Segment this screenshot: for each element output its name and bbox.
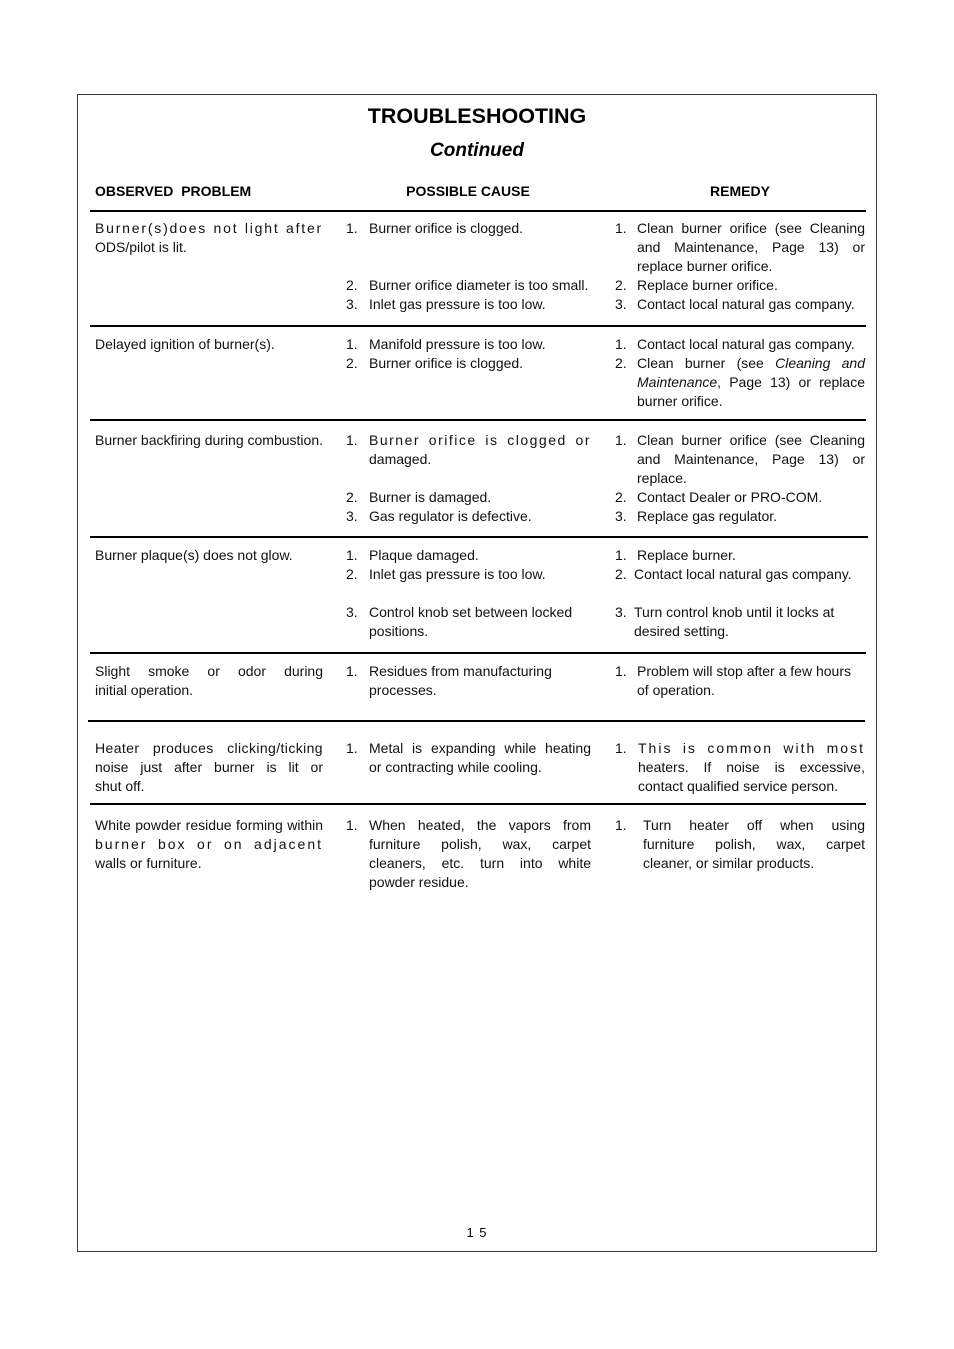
cause-number: 3. — [346, 604, 358, 620]
remedy-line-text: Replace gas regulator. — [637, 508, 778, 524]
remedy-line-text: furniture polish, wax, carpet — [643, 836, 865, 852]
page-number: 1 5 — [466, 1225, 488, 1240]
remedy-line — [637, 431, 865, 450]
remedy-line-text: cleaner, or similar products. — [643, 855, 815, 871]
remedy-line — [637, 295, 865, 314]
cause-line-text: Metal is expanding while heating — [369, 740, 591, 756]
remedy-line — [637, 392, 865, 411]
cause-line-text: Inlet gas pressure is too low. — [369, 566, 546, 582]
problem-line-text: noise just after burner is lit or — [95, 759, 323, 775]
cause-line-text: Residues from manufacturing — [369, 663, 552, 679]
cause-line-text: Manifold pressure is too low. — [369, 336, 546, 352]
remedy-line-text: and Maintenance, Page 13) or — [637, 451, 865, 467]
problem-line — [95, 681, 323, 700]
cause-line-text: processes. — [369, 682, 437, 698]
remedy-line — [637, 507, 865, 526]
cause-number: 1. — [346, 663, 358, 679]
remedy-line — [638, 739, 865, 758]
remedy-number: 3. — [615, 508, 627, 524]
remedy-line — [634, 565, 865, 584]
remedy-line-text: Turn control knob until it locks at — [634, 604, 835, 620]
cause-line — [369, 739, 591, 758]
remedy-number: 1. — [615, 336, 627, 352]
cause-line-text: Burner orifice is clogged or — [369, 432, 591, 448]
row-divider — [90, 536, 868, 538]
problem-line — [95, 854, 323, 873]
row-divider — [88, 720, 865, 722]
remedy-line-text: and Maintenance, Page 13) or — [637, 239, 865, 255]
problem-line-text: Burner backfiring during combustion. — [95, 432, 324, 448]
remedy-line — [637, 219, 865, 238]
cause-line — [369, 507, 591, 526]
text-segment: , Page 13) or replace — [717, 374, 865, 390]
cause-line — [369, 565, 591, 584]
remedy-line — [637, 238, 865, 257]
cause-line — [369, 450, 591, 469]
cause-number: 1. — [346, 740, 358, 756]
cause-line — [369, 816, 591, 835]
problem-line — [95, 238, 323, 257]
cause-line — [369, 681, 591, 700]
emphasis-text: Cleaning and — [775, 355, 866, 371]
header-divider — [90, 210, 866, 212]
cause-line-text: Burner orifice is clogged. — [369, 355, 524, 371]
remedy-line-text: This is common with most — [638, 740, 865, 756]
problem-line-text: Heater produces clicking/ticking — [95, 740, 323, 756]
remedy-line-text: Replace burner. — [637, 547, 736, 563]
remedy-line — [643, 816, 865, 835]
remedy-line — [637, 546, 865, 565]
page-subtitle: Continued — [430, 140, 524, 161]
remedy-line — [637, 681, 865, 700]
cause-line-text: positions. — [369, 623, 429, 639]
cause-line — [369, 431, 591, 450]
remedy-line-text: heaters. If noise is excessive, — [638, 759, 865, 775]
remedy-number: 3. — [615, 296, 627, 312]
column-header-possible-cause: POSSIBLE CAUSE — [406, 183, 530, 199]
cause-number: 1. — [346, 547, 358, 563]
remedy-line — [637, 276, 865, 295]
cause-line — [369, 295, 591, 314]
remedy-line — [637, 373, 865, 392]
remedy-number: 2. — [615, 566, 627, 582]
cause-line-text: Inlet gas pressure is too low. — [369, 296, 546, 312]
cause-line-text: furniture polish, wax, carpet — [369, 836, 591, 852]
cause-line — [369, 335, 591, 354]
remedy-line — [637, 257, 865, 276]
cause-line-text: or contracting while cooling. — [369, 759, 542, 775]
cause-line — [369, 488, 591, 507]
column-header-remedy: REMEDY — [710, 183, 770, 199]
cause-number: 2. — [346, 277, 358, 293]
remedy-line-text: Problem will stop after a few hours — [637, 663, 851, 679]
remedy-line — [643, 854, 865, 873]
problem-line — [95, 546, 323, 565]
cause-line — [369, 603, 591, 622]
cause-line — [369, 835, 591, 854]
remedy-line-text: replace. — [637, 470, 687, 486]
emphasis-text: Maintenance — [637, 374, 718, 390]
cause-line — [369, 873, 591, 892]
remedy-number: 1. — [615, 663, 627, 679]
cause-line-text: Burner orifice diameter is too small. — [369, 277, 589, 293]
remedy-number: 2. — [615, 355, 627, 371]
problem-line-text: Slight smoke or odor during — [95, 663, 323, 679]
remedy-line-text: Replace burner orifice. — [637, 277, 778, 293]
problem-line-text: Delayed ignition of burner(s). — [95, 336, 275, 352]
remedy-number: 1. — [615, 432, 627, 448]
problem-line-text: initial operation. — [95, 682, 194, 698]
remedy-line-text: of operation. — [637, 682, 715, 698]
problem-line — [95, 777, 323, 796]
problem-line-text: shut off. — [95, 778, 145, 794]
cause-number: 1. — [346, 336, 358, 352]
problem-line-text: Burner plaque(s) does not glow. — [95, 547, 293, 563]
cause-line — [369, 354, 591, 373]
cause-line — [369, 622, 591, 641]
remedy-line-text: burner orifice. — [637, 393, 723, 409]
problem-line — [95, 835, 323, 854]
problem-line — [95, 739, 323, 758]
remedy-number: 1. — [615, 740, 627, 756]
cause-number: 3. — [346, 508, 358, 524]
problem-line-text: Burner(s)does not light after — [95, 220, 323, 236]
problem-line — [95, 431, 323, 450]
remedy-line — [638, 777, 865, 796]
remedy-line — [643, 835, 865, 854]
remedy-line-text: replace burner orifice. — [637, 258, 773, 274]
cause-line-text: When heated, the vapors from — [369, 817, 591, 833]
cause-number: 2. — [346, 566, 358, 582]
remedy-line — [634, 622, 865, 641]
cause-line — [369, 854, 591, 873]
row-divider — [90, 803, 866, 805]
remedy-line-text: desired setting. — [634, 623, 729, 639]
remedy-number: 3. — [615, 604, 627, 620]
remedy-number: 1. — [615, 817, 627, 833]
remedy-line-text: Clean burner orifice (see Cleaning — [637, 220, 865, 236]
remedy-line — [634, 603, 865, 622]
problem-line-text: White powder residue forming within — [95, 817, 323, 833]
cause-line-text: cleaners, etc. turn into white — [369, 855, 591, 871]
cause-line — [369, 758, 591, 777]
cause-number: 2. — [346, 489, 358, 505]
problem-line-text: ODS/pilot is lit. — [95, 239, 187, 255]
cause-line-text: Gas regulator is defective. — [369, 508, 532, 524]
cause-line-text: Burner is damaged. — [369, 489, 492, 505]
remedy-line — [637, 335, 865, 354]
remedy-line-text: Contact local natural gas company. — [637, 336, 855, 352]
remedy-number: 1. — [615, 220, 627, 236]
cause-number: 2. — [346, 355, 358, 371]
cause-line-text: Control knob set between locked — [369, 604, 573, 620]
cause-line-text: powder residue. — [369, 874, 469, 890]
remedy-number: 2. — [615, 489, 627, 505]
remedy-line-text: Contact Dealer or PRO-COM. — [637, 489, 823, 505]
remedy-line-text: Turn heater off when using — [643, 817, 865, 833]
row-divider — [90, 325, 866, 327]
cause-number: 1. — [346, 220, 358, 236]
row-divider — [90, 652, 866, 654]
remedy-line-text: Contact local natural gas company. — [634, 566, 852, 582]
column-header-observed-problem: OBSERVED PROBLEM — [95, 183, 252, 199]
problem-line — [95, 816, 323, 835]
cause-line — [369, 546, 591, 565]
remedy-line-text: Clean burner orifice (see Cleaning — [637, 432, 865, 448]
problem-line — [95, 335, 323, 354]
remedy-line — [637, 469, 865, 488]
cause-line-text: Plaque damaged. — [369, 547, 479, 563]
cause-number: 3. — [346, 296, 358, 312]
problem-line-text: walls or furniture. — [95, 855, 202, 871]
cause-line — [369, 219, 591, 238]
remedy-line-text — [637, 355, 865, 371]
remedy-line — [637, 450, 865, 469]
cause-line-text: damaged. — [369, 451, 432, 467]
problem-line-text: burner box or on adjacent — [95, 836, 323, 852]
remedy-line-text: contact qualified service person. — [638, 778, 838, 794]
remedy-line — [637, 488, 865, 507]
remedy-line-text: Contact local natural gas company. — [637, 296, 855, 312]
cause-line — [369, 662, 591, 681]
remedy-line — [638, 758, 865, 777]
page-title: TROUBLESHOOTING — [367, 104, 587, 128]
remedy-number: 2. — [615, 277, 627, 293]
text-segment: Clean burner (see — [637, 355, 776, 371]
cause-number: 1. — [346, 432, 358, 448]
row-divider — [90, 419, 866, 421]
remedy-line — [637, 354, 865, 373]
remedy-number: 1. — [615, 547, 627, 563]
problem-line — [95, 758, 323, 777]
problem-line — [95, 219, 323, 238]
cause-line-text: Burner orifice is clogged. — [369, 220, 524, 236]
cause-number: 1. — [346, 817, 358, 833]
remedy-line — [637, 662, 865, 681]
remedy-line-text — [637, 374, 865, 390]
problem-line — [95, 662, 323, 681]
cause-line — [369, 276, 591, 295]
